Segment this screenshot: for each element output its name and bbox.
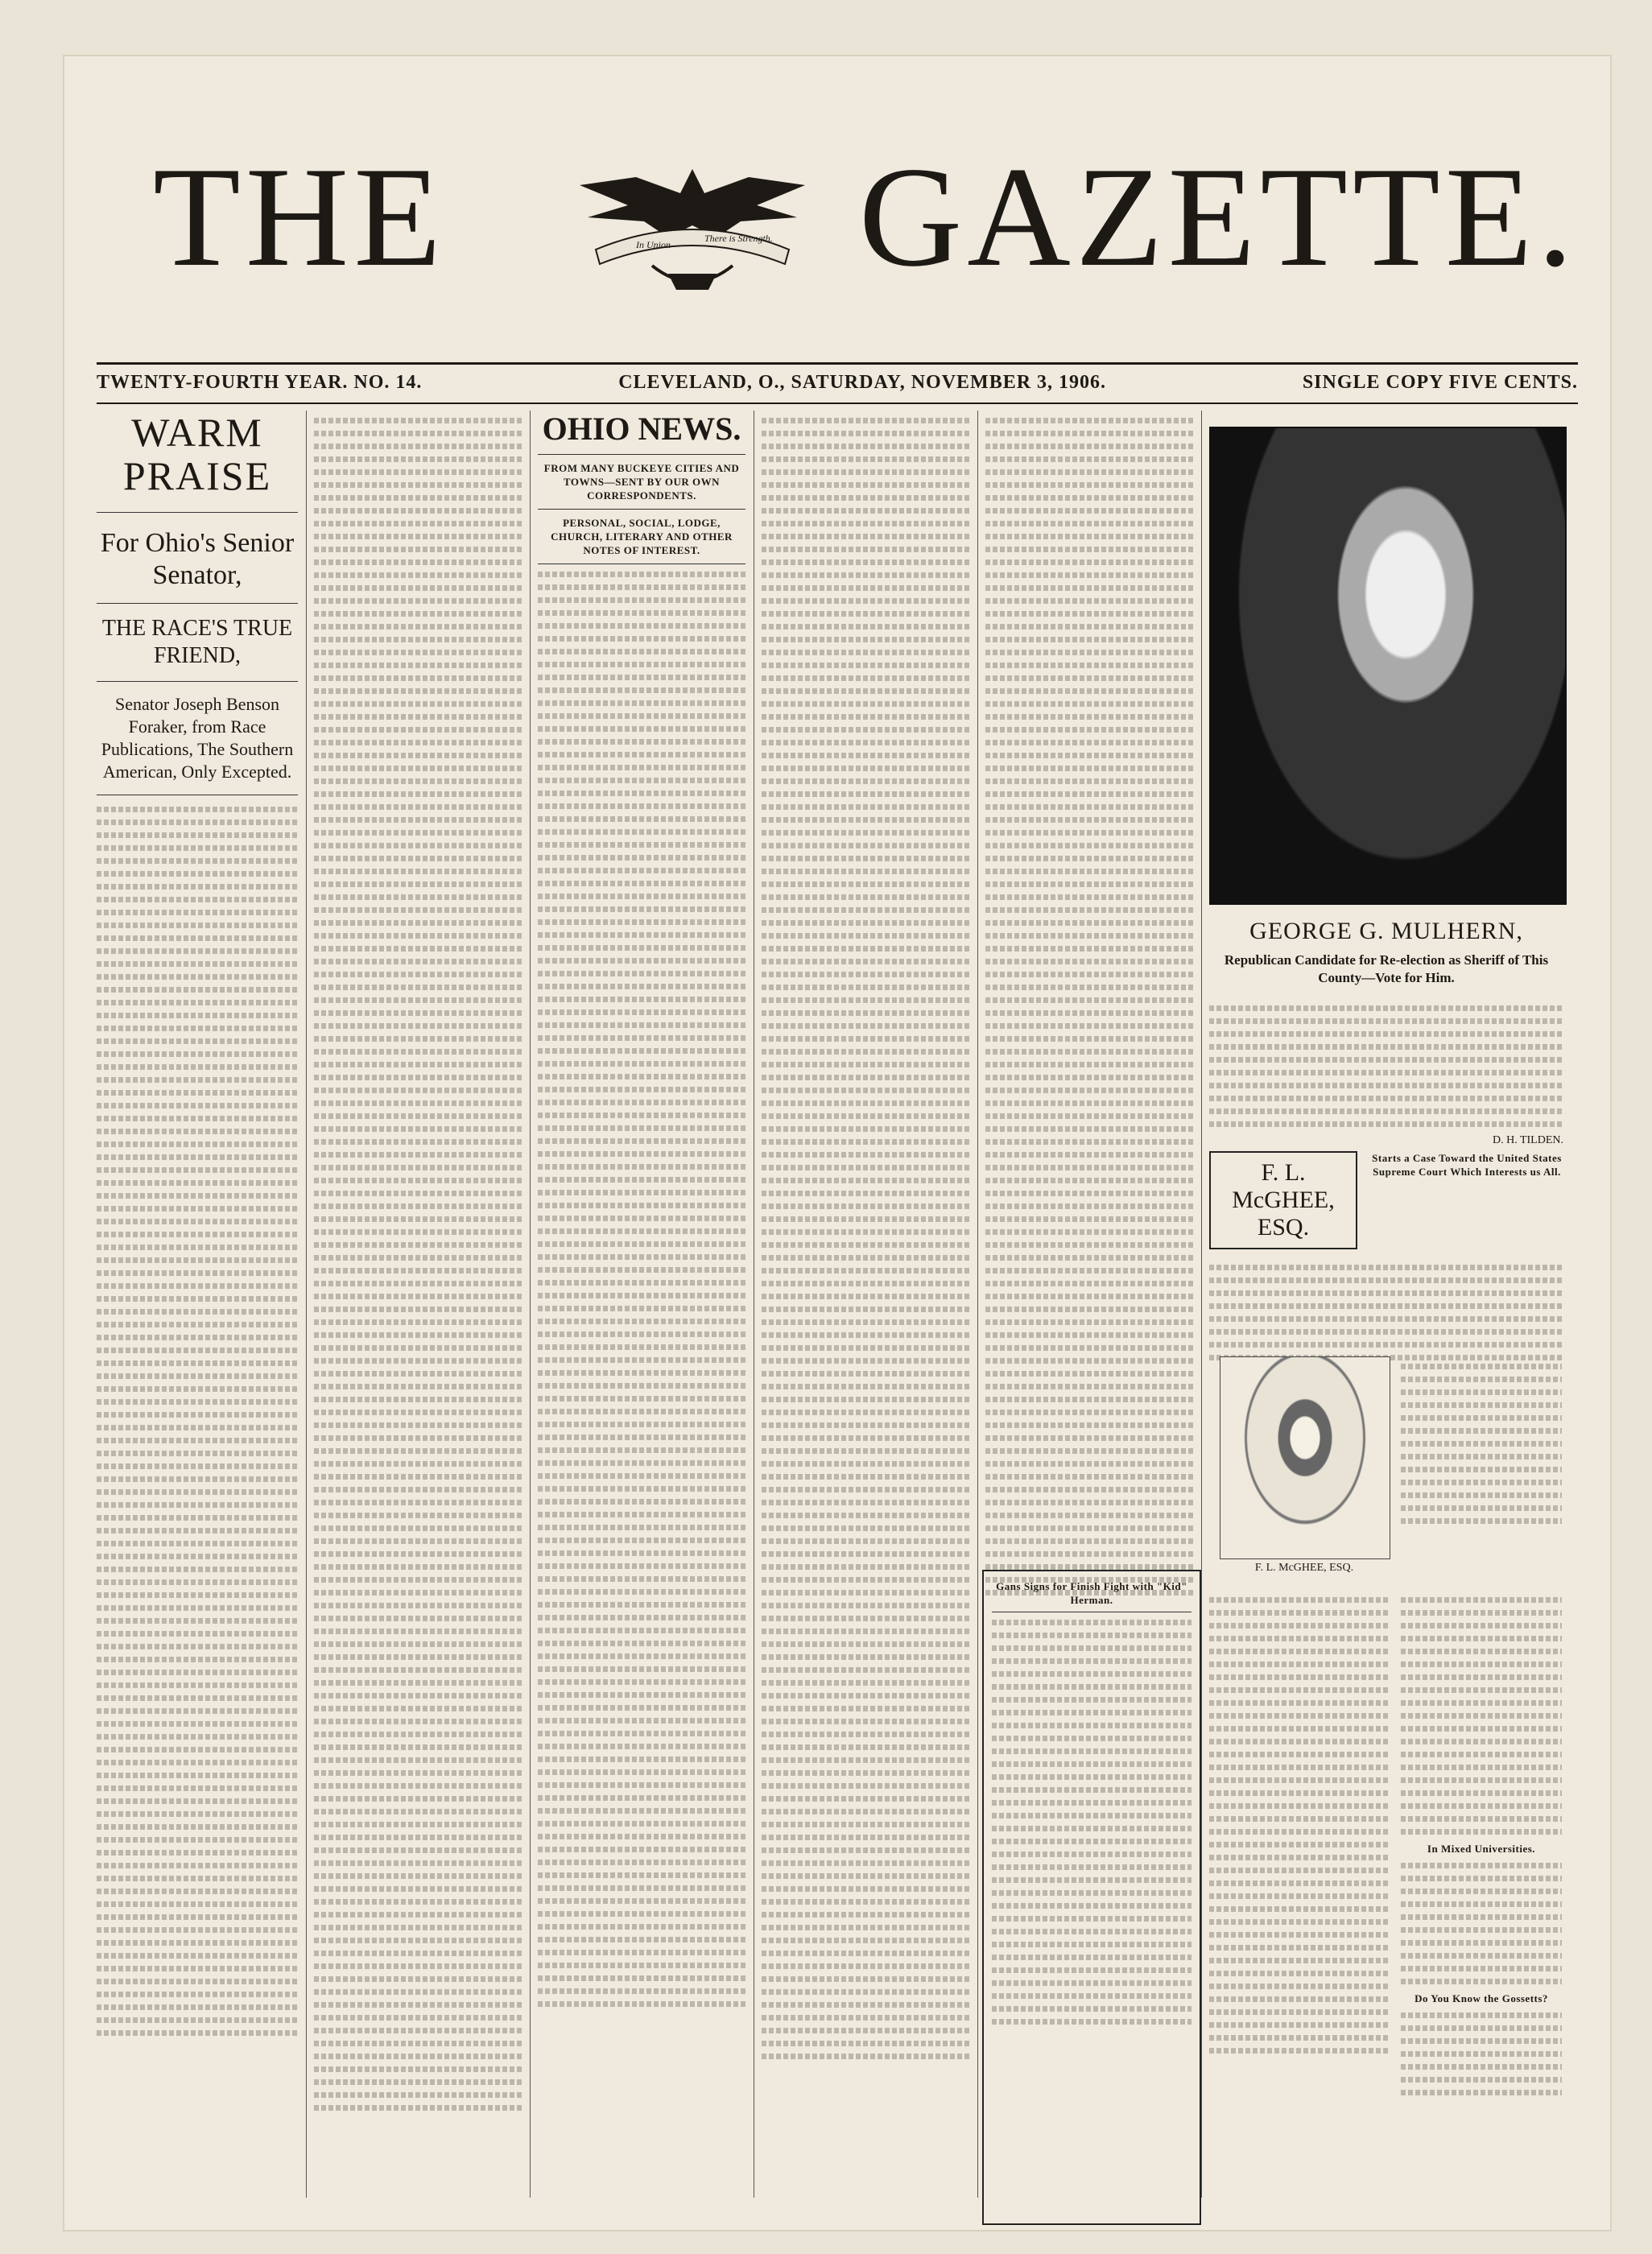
column-rule [306,411,307,2198]
headline-warm-praise: WARM PRAISE [122,411,272,498]
mcghee-left-text [1209,1590,1390,2202]
place-and-date: CLEVELAND, O., SATURDAY, NOVEMBER 3, 1906. [618,372,1107,393]
column-4 [762,411,969,2198]
column-rule [977,411,978,2198]
tilden-letter [1209,998,1563,1146]
letter-signature: D. H. TILDEN. [1492,1134,1563,1146]
mcghee-sketch-caption: F. L. McGHEE, ESQ. [1254,1562,1354,1574]
mcghee-side-text [1401,1356,1562,1590]
dateline [97,372,1578,398]
gans-headline: Gans Signs for Finish Fight with "Kid" Herman. [996,1580,1187,1606]
mcghee-headline: F. L. McGHEE, ESQ. [1232,1159,1335,1241]
banner-right-text: There is Strength. [704,233,773,244]
column-2 [314,411,522,2198]
mcghee-continued [1401,1590,1562,2202]
column-2-text-block [314,418,522,2111]
mcghee-sketch [1220,1356,1390,1559]
gossetts-head: Do You Know the Gossetts? [1415,1992,1548,2004]
column-rule [530,411,531,2198]
deck-buckeye-cities: FROM MANY BUCKEYE CITIES AND TOWNS—SENT BY OUR OWN CORRESPONDENTS. [543,462,740,502]
headline-senior-senator: For Ohio's Senior Senator, [100,528,295,590]
column-3 [538,411,745,2198]
newspaper-page [64,56,1610,2230]
banner-left-text: In Union [636,239,671,250]
mulhern-portrait [1209,427,1567,905]
headline-ohio-news: OHIO NEWS. [542,411,741,447]
column-rule [1201,411,1202,2198]
dateline-rule [97,402,1578,404]
deck-personal-notes: PERSONAL, SOCIAL, LODGE, CHURCH, LITERARY AND OTHER NOTES OF INTEREST. [551,517,733,556]
mulhern-subcaption: Republican Candidate for Re-election as Sheriff of This County—Vote for Him. [1224,952,1549,985]
gans-article-box [982,1570,1201,2225]
mcghee-deck: Starts a Case Toward the United States Supreme Court Which Interests us All. [1372,1152,1562,1178]
masthead-rule [97,362,1578,365]
masthead-the: THE [153,137,447,296]
column-1 [97,411,298,2198]
price: SINGLE COPY FIVE CENTS. [1302,372,1578,393]
eagle-emblem-icon [564,161,821,306]
mixed-universities-head: In Mixed Universities. [1427,1843,1536,1855]
headline-true-friend: THE RACE'S TRUE FRIEND, [101,616,293,668]
masthead-gazette: GAZETTE. [858,137,1578,296]
volume-number: TWENTY-FOURTH YEAR. NO. 14. [97,372,423,393]
subhead-foraker: Senator Joseph Benson Foraker, from Race Publications, The Southern American, Only Excepted. [101,694,294,782]
mulhern-caption: GEORGE G. MULHERN, [1249,918,1523,944]
